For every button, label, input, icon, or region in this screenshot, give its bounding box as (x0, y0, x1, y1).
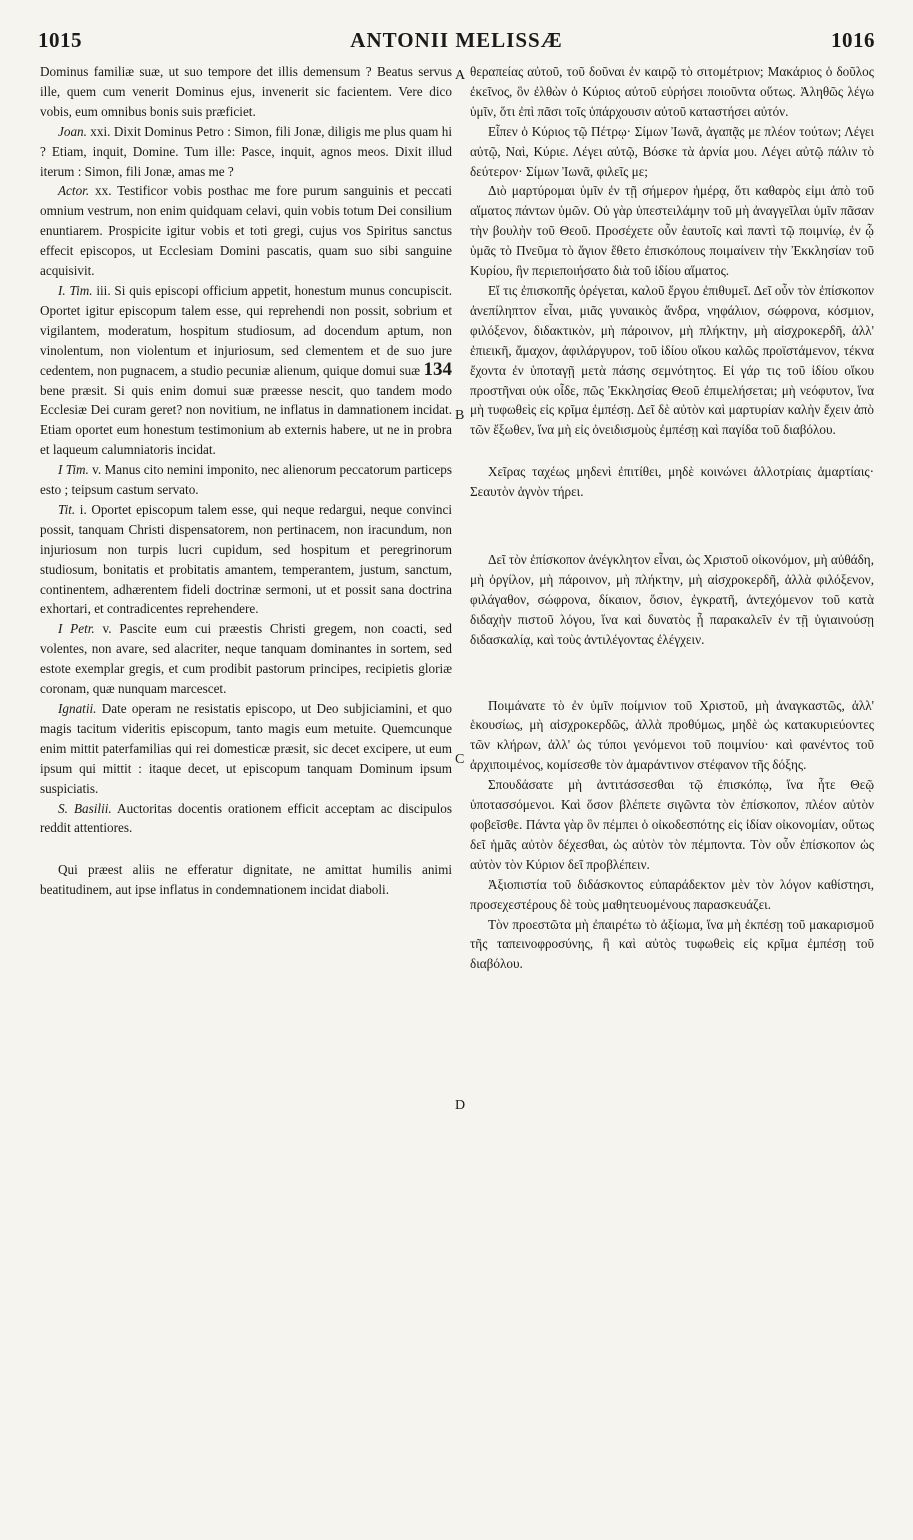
latin-paragraph (40, 460, 452, 500)
greek-paragraph: θεραπείας αὐτοῦ, τοῦ δοῦναι ἐν καιρῷ τὸ σιτομέτριον; Μακάριος ὁ δοῦλος ἐκεῖνος, ὃν ἐλθὼν ὁ Κύριος αὐτοῦ εὑρήσει ποιοῦντα οὕτως. Ἀληθῶς λέγω ὑμῖν, ὅτι ἐπὶ πᾶσι τοῖς ὑπάρχουσιν αὐτοῦ καταστήσει αὐτόν. (470, 64, 874, 119)
page-number-left: 1015 (38, 28, 82, 52)
scripture-reference: I Petr. (58, 621, 95, 637)
scripture-reference: Tit. (58, 501, 76, 517)
scripture-reference: Actor. (58, 183, 90, 199)
latin-text: Auctoritas docentis orationem efficit acceptam ac discipulos reddit attentiores. (40, 800, 452, 836)
latin-paragraph: Qui præest aliis ne efferatur dignitate, ne amittat humilis animi beatitudinem, aut ipse inflatus in condemnationem incidat diaboli. (40, 862, 452, 898)
greek-paragraph: Διὸ μαρτύρομαι ὑμῖν ἐν τῇ σήμερον ἡμέρᾳ, ὅτι καθαρὸς εἰμι ἀπὸ τοῦ αἵματος πάντων ὑμῶν. Οὐ γὰρ ὑπεστειλάμην τοῦ μὴ ἀναγγεῖλαι ὑμῖν πᾶσαν τὴν βουλὴν τοῦ Θεοῦ. Προσέχετε οὖν ἑαυτοῖς καὶ παντὶ τῷ ποιμνίῳ, ἐν ᾧ ὑμᾶς τὸ Πνεῦμα τὸ ἅγιον ἔθετο ἐπισκόπους ποιμαίνειν τὴν Ἐκκλησίαν τοῦ Κυρίου, ἣν περιεποιήσατο διὰ τοῦ ἰδίου αἵματος. (470, 183, 874, 279)
latin-paragraph (40, 181, 452, 281)
scripture-reference: I Tim. (58, 462, 89, 478)
latin-paragraph: Dominus familiæ suæ, ut suo tempore det illis demensum ? Beatus servus ille, quem cum venerit Dominus ejus, invenerit sic facientem. Vere dico vobis, eum omnibus bonis suis præficiet. (40, 64, 452, 119)
greek-paragraph: Δεῖ τὸν ἐπίσκοπον ἀνέγκλητον εἶναι, ὡς Χριστοῦ οἰκονόμον, μὴ αὐθάδη, μὴ ὀργίλον, μὴ πάροινον, μὴ πλήκτην, μὴ αἰσχροκερδῆ, ἀλλὰ φιλόξενον, φιλάγαθον, σώφρονα, δίκαιον, ὅσιον, ἐγκρατῆ, ἀντεχόμενον τοῦ κατὰ διδαχὴν πιστοῦ λόγου, ἵνα καὶ δυνατὸς ᾖ παρακαλεῖν ἐν τῇ ὑγιαινούσῃ διδασκαλίᾳ, καὶ τοὺς ἀντιλέγοντας ἐλέγχειν. (470, 552, 874, 647)
latin-text: xxi. Dixit Dominus Petro : Simon, fili Jonæ, diligis me plus quam hi ? Etiam, inquit, Domine. Tum ille: Pasce, inquit, agnos meos. Dixit illud iterum : Simon, fili Jonæ, amas me ? (40, 123, 452, 179)
greek-paragraph: Ποιμάνατε τὸ ἐν ὑμῖν ποίμνιον τοῦ Χριστοῦ, μὴ ἀναγκαστῶς, ἀλλ' ἑκουσίως, μὴ αἰσχροκερδῶς, ἀλλὰ προθύμως, μηδὲ ὡς κατακυριεύοντες τῶν κλήρων, ἀλλ' ὡς τύποι γενόμενοι τοῦ ποιμνίου· καὶ φανέντος τοῦ ἀρχιποιμένος, κομίσεσθε τὸν ἀμαράντινον στέφανον τῆς δόξης. (470, 697, 874, 773)
greek-paragraph: Εἴ τις ἐπισκοπῆς ὀρέγεται, καλοῦ ἔργου ἐπιθυμεῖ. Δεῖ οὖν τὸν ἐπίσκοπον ἀνεπίληπτον εἶναι, μιᾶς γυναικὸς ἄνδρα, νηφάλιον, σώφρονα, κόσμιον, φιλόξενον, διδακτικὸν, μὴ πάροινον, μὴ πλήκτην, μὴ αἰσχροκερδῆ, ἀλλ' ἐπιεικῆ, ἄμαχον, ἀφιλάργυρον, τοῦ ἰδίου οἴκου καλῶς προϊστάμενον, τέκνα ἔχοντα ἐν ὑποταγῇ μετὰ πάσης σεμνότητος. Εἰ γάρ τις τοῦ ἰδίου οἴκου προστῆναι οὐκ οἶδε, πῶς Ἐκκλησίας Θεοῦ ἐπιμελήσεται; μὴ νεόφυτον, ἵνα μὴ τυφωθεὶς εἰς κρῖμα ἐμπέσῃ. Δεῖ δὲ αὐτὸν καὶ μαρτυρίαν καλὴν ἔχειν ἀπὸ τῶν ἔξωθεν, ἵνα μὴ εἰς ὀνειδισμοὺς ἐμπέσῃ καὶ παγίδα τοῦ διαβόλου. (470, 282, 874, 438)
latin-paragraph (40, 799, 452, 839)
greek-paragraph: Σπουδάσατε μὴ ἀντιτάσσεσθαι τῷ ἐπισκόπῳ, ἵνα ἦτε Θεῷ ὑποτασσόμενοι. Καὶ ὅσον βλέπετε σιγῶντα τὸν ἐπίσκοπον, πλέον αὐτὸν φοβεῖσθε. Πάντα γὰρ ὃν πέμπει ὁ οἰκοδεσπότης εἰς ἰδίαν οἰκονομίαν, οὕτως δεῖ ἡμᾶς αὐτὸν δέχεσθαι, ὡς αὐτὸν τὸν πέμποντα. Τὸν οὖν ἐπίσκοπον ὡς αὐτὸν τὸν Κύριον δεῖ προβλέπειν. (470, 777, 874, 872)
greek-paragraph: Ἀξιοπιστία τοῦ διδάσκοντος εὐπαράδεκτον μὲν τὸν λόγον καθίστησι, προσεχεστέρους δὲ τοὺς μαθητευομένους παρασκευάζει. (470, 876, 874, 912)
scripture-reference: I. Tim. (58, 282, 93, 298)
latin-paragraph (40, 619, 452, 699)
latin-paragraph (40, 281, 452, 460)
latin-text: v. Pascite eum cui præestis Christi gregem, non coacti, sed volentes, non avare, sed alacriter, neque tanquam dominantes in sortem, sed estote exemplar gregis, et cum prodibit pastorum principes, recipietis gloriæ coronam, quæ nunquam marcescet. (40, 621, 452, 697)
author-reference: S. Basilii. (58, 800, 112, 816)
latin-paragraph (40, 500, 452, 619)
greek-paragraph: Χεῖρας ταχέως μηδενὶ ἐπιτίθει, μηδὲ κοινώνει ἀλλοτρίαις ἁμαρτίαις· Σεαυτὸν ἁγνὸν τήρει. (470, 464, 874, 500)
greek-paragraph: Εἶπεν ὁ Κύριος τῷ Πέτρῳ· Σίμων Ἰωνᾶ, ἀγαπᾷς με πλέον τούτων; Λέγει αὐτῷ, Ναὶ, Κύριε. Λέγει αὐτῷ, Βόσκε τὰ ἀρνία μου. Λέγει αὐτῷ πάλιν τὸ δεύτερον· Σίμων Ἰωνᾶ, φιλεῖς με; (470, 123, 874, 179)
greek-column (470, 62, 874, 1522)
latin-text: Date operam ne resistatis episcopo, ut Deo subjiciamini, et quo magis tacitum videritis episcopum, tanto magis eum metuite. Quemcunque enim mittit paterfamilias qui rei domesticæ præsit, sic decet excipere, ut eum ipsum qui mittit : itaque decet, ut episcopum tanquam Dominum ipsum suspiciatis. (40, 701, 452, 796)
margin-letter-b: B (455, 408, 465, 423)
latin-paragraph (40, 122, 452, 182)
scripture-reference: Joan. (58, 123, 87, 139)
margin-letter-d: D (455, 1098, 466, 1113)
running-title: ANTONII MELISSÆ (350, 28, 563, 52)
latin-text: bene præsit. Si quis enim domui suæ præesse nescit, quo tandem modo Ecclesiæ Dei curam geret? non novitium, ne inflatus in damnationem incidat. Etiam oportet eum honestum testimonium ab externis habere, ut ne in probra et laqueum calumniatoris incidat. (40, 382, 452, 458)
latin-text: iii. Si quis episcopi officium appetit, honestum munus concupiscit. Oportet igitur episcopum talem esse, qui reprehendi non possit, sobrium et vigilantem, moderatum, hospitum studiosum, ad docendum aptum, non vinolentum, non violentum et injuriosum, sed clementem et de suo jure cedentem, non pugnacem, a studio pecuniæ alienum, quique domui suæ (40, 282, 452, 378)
latin-text: i. Oportet episcopum talem esse, qui neque redargui, neque convinci possit, tanquam Christi dispensatorem, non pertinacem, non iracundum, non injuriosum non turpis lucri cupidum, sed hospitum et peregrinorum studiosum, bonitatis et probitatis amantem, temperantem, justum, sanctum, continentem, adhærentem fideli doctrinæ sermoni, ut et possit sana doctrina exhortari, et contradicentes reprehendere. (40, 501, 452, 617)
page-number-right: 1016 (831, 28, 875, 52)
latin-text: v. Manus cito nemini imponito, nec alienorum peccatorum particeps esto ; teipsum castum servato. (40, 462, 452, 498)
latin-column (40, 62, 452, 1522)
page-header (38, 28, 875, 58)
author-reference: Ignatii. (58, 701, 97, 716)
latin-paragraph (40, 699, 452, 799)
latin-text: xx. Testificor vobis posthac me fore purum sanguinis et peccati omnium vestrum, non enim quidquam celavi, quin vobis totum Dei consilium enuntiarem. Prospicite igitur vobis et toti gregi, cujus vos Spiritus sanctus effecit episcopos, ut Ecclesiam Domini pascatis, quam suo sibi sanguine acquisivit. (40, 183, 452, 279)
section-number: 134 (423, 358, 452, 380)
margin-letter-c: C (455, 752, 465, 767)
margin-letter-a: A (455, 68, 466, 83)
greek-paragraph: Τὸν προεστῶτα μὴ ἐπαιρέτω τὸ ἀξίωμα, ἵνα μὴ ἐκπέσῃ τοῦ μακαρισμοῦ τῆς ταπεινοφροσύνης, ἢ καὶ αὐτὸς τυφωθεὶς εἰς κρῖμα ἐμπέσῃ τοῦ διαβόλου. (470, 916, 874, 972)
